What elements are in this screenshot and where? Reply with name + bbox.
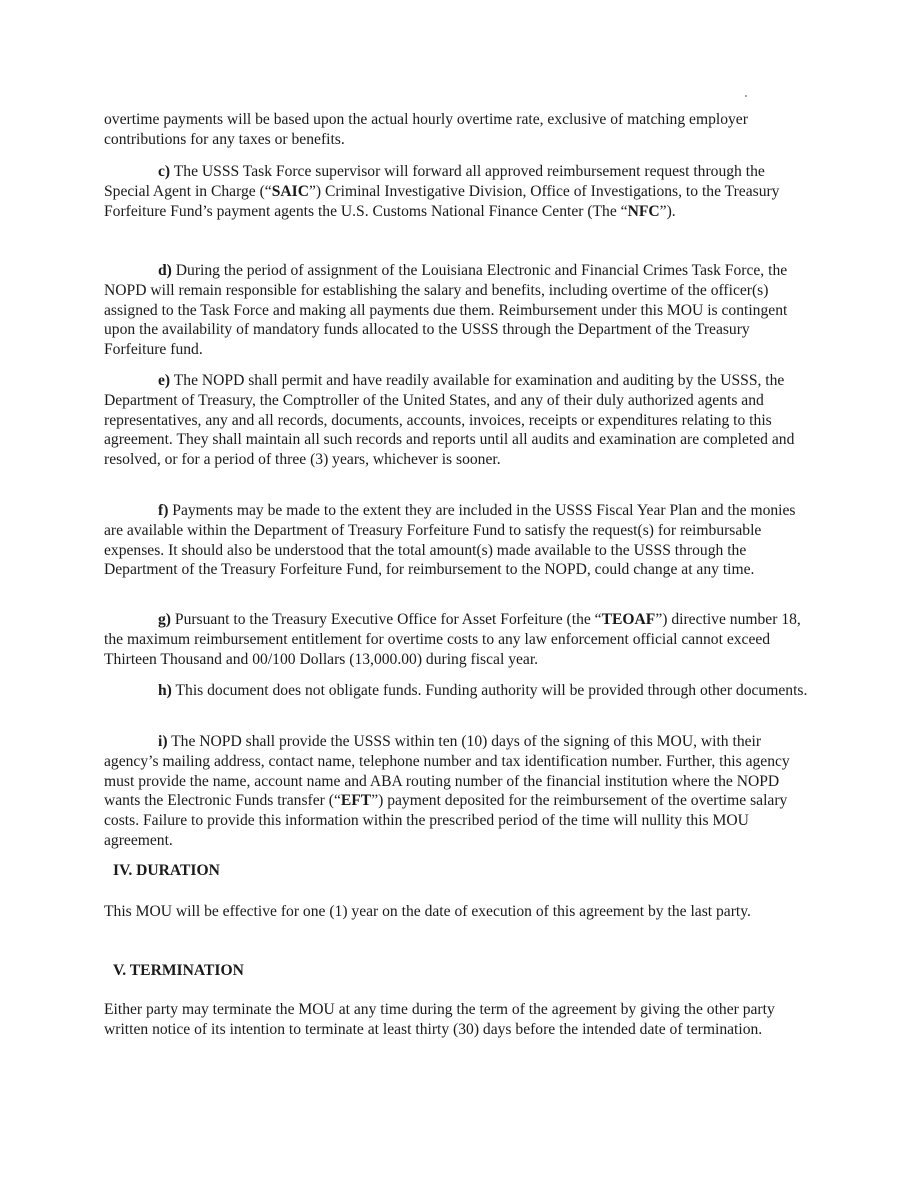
paragraph-c xyxy=(104,162,812,221)
paragraph-text: Payments may be made to the extent they are included in the USSS Fiscal Year Plan and the monies are available within the Department of Treasury Forfeiture Fund to satisfy the request(s) for reimbursable expenses. It should also be understood that the total amount(s) made available to the USSS through the Department of the Treasury Forfeiture Fund, for reimbursement to the NOPD, could change at any time. xyxy=(104,502,796,579)
paragraph-text: This document does not obligate funds. Funding authority will be provided through other documents. xyxy=(171,682,808,699)
item-marker: i) xyxy=(158,733,168,750)
section-body-termination: Either party may terminate the MOU at any time during the term of the agreement by giving the other party written notice of its intention to terminate at least thirty (30) days before the intended date of termination. xyxy=(104,1001,775,1038)
item-marker: e) xyxy=(158,372,171,389)
section-heading-termination: V. TERMINATION xyxy=(113,962,244,979)
scan-speck xyxy=(745,95,747,97)
paragraph-text: ”) Criminal Investigative Division, Office of Investigations, to the Treasury Forfeiture Fund’s payment agents the U.S. Customs National Finance Center (The “ xyxy=(104,182,780,220)
paragraph-text: The NOPD shall provide the USSS within ten (10) days of the signing of this MOU, with their agency’s mailing address, contact name, telephone number and tax identification number. Further, this agency must provide the name, account name and ABA routing number of the financial institution where the NOPD wants the Electronic Funds transfer (“ xyxy=(104,733,790,810)
paragraph-i xyxy=(104,732,812,851)
section-heading-duration: IV. DURATION xyxy=(113,862,220,879)
paragraph-overtime-continuation: overtime payments will be based upon the actual hourly overtime rate, exclusive of matching employer contributions for any taxes or benefits. xyxy=(104,111,748,148)
section-body-duration: This MOU will be effective for one (1) year on the date of execution of this agreement by the last party. xyxy=(104,903,751,920)
paragraph-text: ”) directive number 18, the maximum reimbursement entitlement for overtime costs to any law enforcement official cannot exceed Thirteen Thousand and 00/100 Dollars (13,000.00) during fiscal year. xyxy=(104,611,801,668)
item-marker: h) xyxy=(158,682,172,699)
paragraph-e xyxy=(104,371,812,470)
item-marker: f) xyxy=(158,502,169,519)
paragraph-text: ”) payment deposited for the reimbursement of the overtime salary costs. Failure to provide this information within the prescribed period of the time will nullity this MOU agreement. xyxy=(104,792,788,849)
item-marker: g) xyxy=(158,611,171,628)
defined-term: TEOAF xyxy=(601,611,656,628)
item-marker: d) xyxy=(158,262,172,279)
paragraph-text: Pursuant to the Treasury Executive Office for Asset Forfeiture (the “ xyxy=(171,611,602,628)
defined-term: SAIC xyxy=(271,182,309,200)
paragraph-text: ”). xyxy=(659,202,676,220)
defined-term: NFC xyxy=(627,202,660,220)
paragraph-g xyxy=(104,610,812,669)
paragraph-f xyxy=(104,501,812,580)
defined-term: EFT xyxy=(340,792,372,810)
paragraph-text: The NOPD shall permit and have readily available for examination and auditing by the USSS, the Department of Treasury, the Comptroller of the United States, and any of their duly authorized agents and representatives, any and all records, documents, accounts, invoices, receipts or expenditures relating to this agreement. They shall maintain all such records and reports until all audits and examination are completed and resolved, or for a period of three (3) years, whichever is sooner. xyxy=(104,372,795,469)
paragraph-text: The USSS Task Force supervisor will forward all approved reimbursement request through the Special Agent in Charge (“ xyxy=(104,163,765,200)
paragraph-d xyxy=(104,261,812,360)
paragraph-h xyxy=(104,681,812,701)
paragraph-text: During the period of assignment of the Louisiana Electronic and Financial Crimes Task Force, the NOPD will remain responsible for establishing the salary and benefits, including overtime of the officer(s) assigned to the Task Force and making all payments due them. Reimbursement under this MOU is contingent upon the availability of mandatory funds allocated to the USSS through the Department of the Treasury Forfeiture fund. xyxy=(104,262,788,359)
item-marker: c) xyxy=(158,163,171,180)
